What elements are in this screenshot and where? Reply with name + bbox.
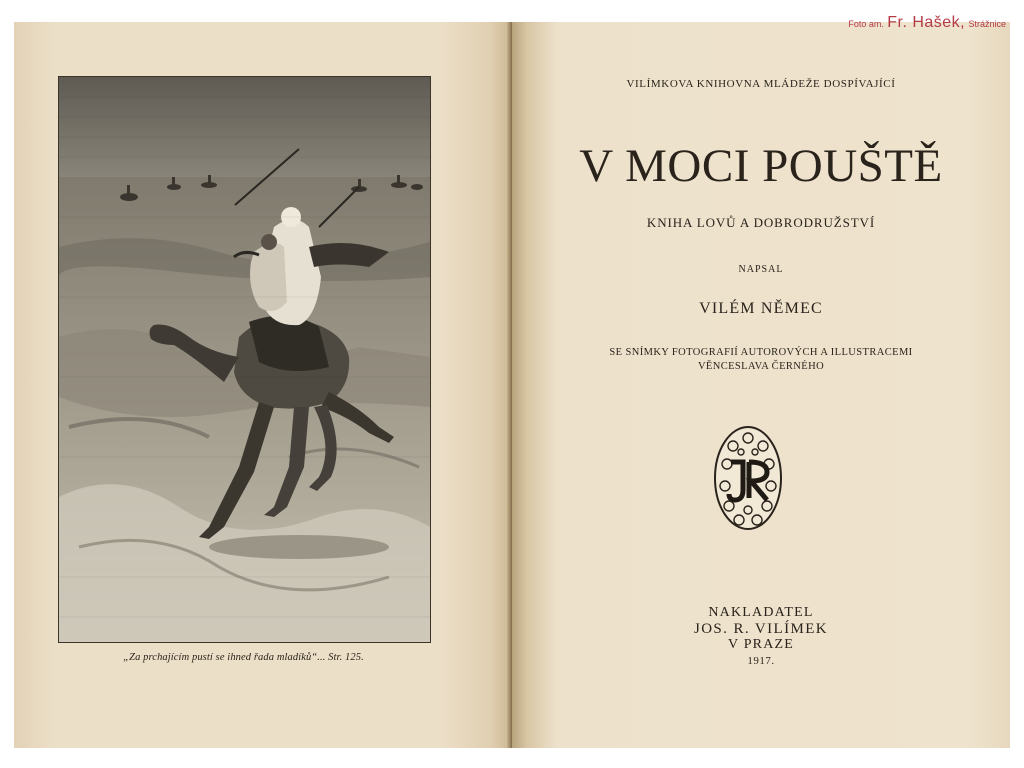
publisher-monogram-logo xyxy=(713,424,783,532)
publisher-block xyxy=(512,605,1010,669)
illustration-credits xyxy=(512,346,1010,374)
publisher-name: JOS. R. VILÍMEK xyxy=(693,621,829,637)
publisher-city: V PRAZE xyxy=(727,637,795,652)
book-subtitle: KNIHA LOVŮ A DOBRODRUŽSTVÍ xyxy=(646,215,876,230)
illustration-caption: „Za prchajícím pustí se ihned řada mladíků“... Str. 125. xyxy=(123,652,364,663)
stamp-place: Strážnice xyxy=(968,19,1006,29)
credits-line-1: SE SNÍMKY FOTOGRAFIÍ AUTOROVÝCH A ILLUSTRACEMI xyxy=(609,347,913,358)
author-name: VILÉM NĚMEC xyxy=(699,300,823,317)
left-page xyxy=(14,22,510,748)
publication-year: 1917. xyxy=(747,655,775,667)
stamp-prefix: Foto am. xyxy=(848,19,884,29)
publisher-label: NAKLADATEL xyxy=(708,605,814,620)
byline-label: NAPSAL xyxy=(738,264,784,275)
stamp-name: Fr. Hašek, xyxy=(887,14,966,31)
series-title: VILÍMKOVA KNIHOVNA MLÁDEŽE DOSPÍVAJÍCÍ xyxy=(626,78,896,90)
credits-line-2: VĚNCESLAVA ČERNÉHO xyxy=(697,361,825,372)
photographer-stamp xyxy=(848,14,1006,32)
title-page xyxy=(512,22,1010,748)
illustration-camel-rider xyxy=(58,76,431,643)
book-title: V MOCI POUŠTĚ xyxy=(579,140,943,192)
open-book-spread xyxy=(14,22,1010,748)
